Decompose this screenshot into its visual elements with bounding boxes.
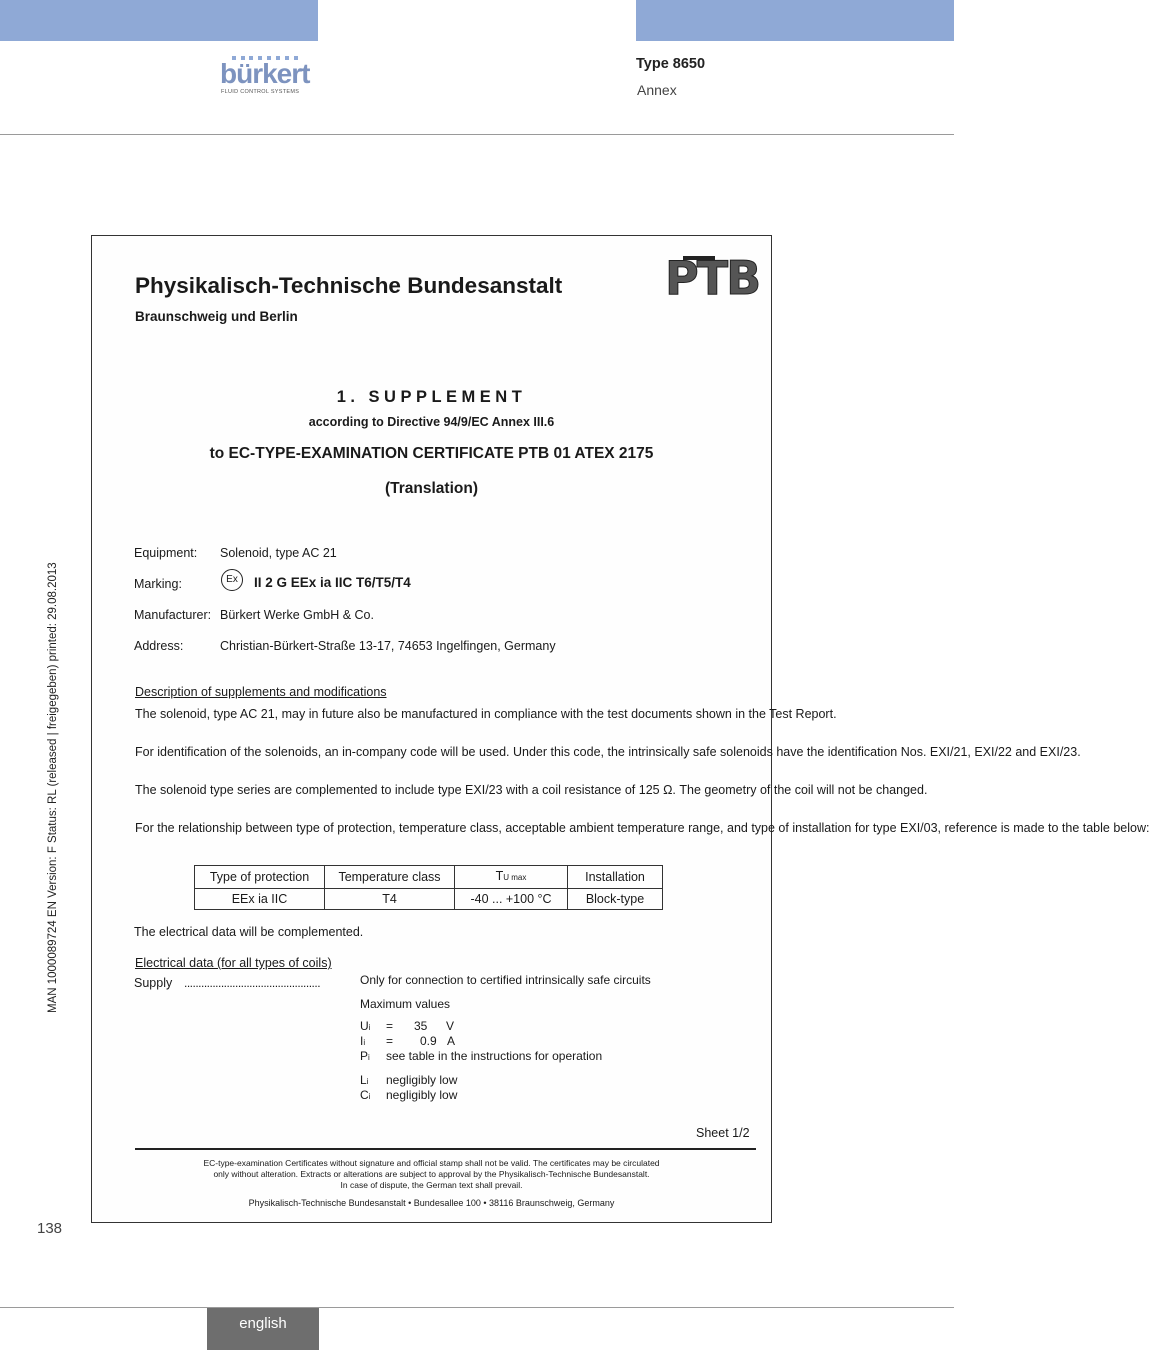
supply-dots: ................................................ xyxy=(184,976,321,990)
paragraph: For identification of the solenoids, an in-company code will be used. Under this code, the intrinsically safe solenoids have the identification Nos. EXI/21, EXI/22 and EXI/23. xyxy=(135,745,1081,759)
ii-value: 0.9 xyxy=(420,1034,437,1048)
manufacturer-value: Bürkert Werke GmbH & Co. xyxy=(220,608,374,622)
ptb-logo xyxy=(665,251,760,305)
supplement-title: 1. SUPPLEMENT xyxy=(336,388,527,406)
org-title: Physikalisch-Technische Bundesanstalt xyxy=(135,273,563,298)
language-tab: english xyxy=(207,1308,319,1350)
installation-table xyxy=(194,865,663,910)
ui-value: 35 xyxy=(414,1019,428,1033)
li-subscript: i xyxy=(366,1077,369,1086)
directive-line: according to Directive 94/9/EC Annex III.6 xyxy=(308,415,555,429)
electrical-heading: Electrical data (for all types of coils) xyxy=(135,956,332,970)
logo-tagline: FLUID CONTROL SYSTEMS xyxy=(221,89,300,95)
complement-note: The electrical data will be complemented. xyxy=(134,925,364,939)
ui-row xyxy=(360,1019,455,1033)
table-cell: Block-type xyxy=(568,889,663,910)
description-heading: Description of supplements and modifications xyxy=(135,685,387,699)
ii-equals: = xyxy=(386,1034,394,1048)
table-header-cell xyxy=(455,866,568,889)
ex-hexagon-icon: Ex xyxy=(221,569,243,591)
table-cell: -40 ... +100 °C xyxy=(455,889,568,910)
marking-label: Marking: xyxy=(134,577,182,591)
header-divider xyxy=(0,134,954,135)
pi-subscript: i xyxy=(368,1053,370,1062)
paragraph: For the relationship between type of protection, temperature class, acceptable ambient temperature range, and type of installation for type EXI/03, reference is made to the table below: xyxy=(135,821,1149,835)
section-title: Annex xyxy=(637,82,677,98)
ii-symbol: I xyxy=(360,1034,364,1048)
fineprint-line: In case of dispute, the German text shall prevail. xyxy=(340,1180,523,1190)
table-header-cell: Installation xyxy=(568,866,663,889)
table-header-cell: Type of protection xyxy=(195,866,325,889)
table-header-row xyxy=(195,866,663,889)
tu-subscript: U max xyxy=(503,873,527,882)
supply-label: Supply xyxy=(134,976,173,990)
ui-subscript: i xyxy=(368,1023,371,1032)
tu-symbol: T xyxy=(495,869,504,883)
li-symbol: L xyxy=(360,1073,367,1087)
ii-subscript: i xyxy=(363,1038,366,1047)
sheet-number: Sheet 1/2 xyxy=(696,1126,750,1140)
ci-subscript: i xyxy=(368,1092,371,1101)
marking-value: II 2 G EEx ia IIC T6/T5/T4 xyxy=(254,575,411,590)
max-values-label: Maximum values xyxy=(360,997,451,1011)
ui-symbol: U xyxy=(360,1019,369,1033)
li-row xyxy=(360,1073,458,1087)
org-location: Braunschweig und Berlin xyxy=(135,309,298,324)
equipment-label: Equipment: xyxy=(134,546,198,560)
footer-rule xyxy=(135,1148,756,1150)
ptb-logo-text: PTB xyxy=(665,251,760,305)
ii-row xyxy=(360,1034,456,1048)
table-header-cell: Temperature class xyxy=(325,866,455,889)
page-number: 138 xyxy=(37,1220,63,1237)
certificate-title: to EC-TYPE-EXAMINATION CERTIFICATE PTB 01 ATEX 2175 xyxy=(209,445,654,462)
li-text: negligibly low xyxy=(386,1073,458,1087)
paragraph: The solenoid, type AC 21, may in future also be manufactured in compliance with the test documents shown in the Test Report. xyxy=(135,707,837,721)
pi-row xyxy=(360,1049,603,1063)
table-cell: EEx ia IIC xyxy=(195,889,325,910)
product-type: Type 8650 xyxy=(636,56,706,72)
top-accent-bar-left xyxy=(0,0,318,41)
paragraph: The solenoid type series are complemented to include type EXI/23 with a coil resistance of 125 Ω. The geometry of the coil will not be changed. xyxy=(135,783,928,797)
ii-unit: A xyxy=(447,1034,456,1048)
pi-symbol: P xyxy=(360,1049,369,1063)
fineprint-line: only without alteration. Extracts or alterations are subject to approval by the Physikalisch-Technische Bundesanstalt. xyxy=(213,1169,650,1179)
fineprint-line: EC-type-examination Certificates without signature and official stamp shall not be valid. The certificates may be circulated xyxy=(203,1158,660,1168)
address-label: Address: xyxy=(134,639,184,653)
manufacturer-label: Manufacturer: xyxy=(134,608,212,622)
ci-symbol: C xyxy=(360,1088,369,1102)
address-value: Christian-Bürkert-Straße 13-17, 74653 Ingelfingen, Germany xyxy=(220,639,556,653)
equipment-value: Solenoid, type AC 21 xyxy=(220,546,337,560)
footer-address: Physikalisch-Technische Bundesanstalt • Bundesallee 100 • 38116 Braunschweig, Germany xyxy=(248,1198,615,1208)
ci-row xyxy=(360,1088,458,1102)
table-row xyxy=(195,889,663,910)
top-accent-bar-right xyxy=(636,0,954,41)
pi-text: see table in the instructions for operation xyxy=(386,1049,603,1063)
certificate-scan xyxy=(91,235,1149,1223)
ui-unit: V xyxy=(446,1019,455,1033)
supply-text: Only for connection to certified intrinsically safe circuits xyxy=(360,973,651,987)
ci-text: negligibly low xyxy=(386,1088,458,1102)
ui-equals: = xyxy=(386,1019,394,1033)
translation-note: (Translation) xyxy=(384,480,478,497)
logo-wordmark: bürkert xyxy=(220,58,310,89)
footer-divider xyxy=(0,1307,954,1308)
table-cell: T4 xyxy=(325,889,455,910)
document-meta-vertical: MAN 1000089724 EN Version: F Status: RL (released | freigegeben) printed: 29.08.2013 xyxy=(47,562,59,1013)
